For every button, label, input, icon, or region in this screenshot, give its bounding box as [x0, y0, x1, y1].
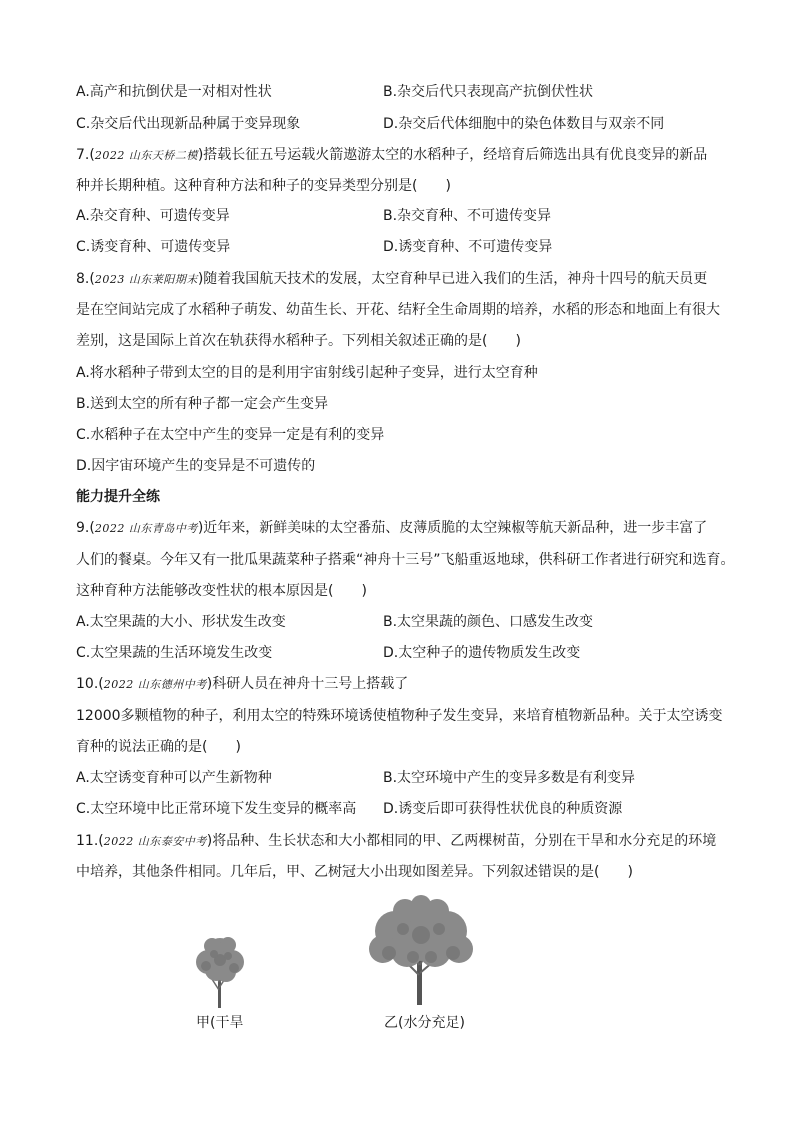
q9-stem-line-2: 人们的餐桌。今年又有一批瓜果蔬菜种子搭乘“神舟十三号”飞船重返地球，供科研工作者进行研究和选育。 [76, 552, 735, 568]
q7-option-b: B.杂交育种、不可遗传变异 [383, 208, 552, 224]
q9-stem-text: )近年来，新鲜美味的太空番茄、皮薄质脆的太空辣椒等航天新品种，进一步丰富了 [197, 520, 708, 536]
q10-stem-text: )科研人员在神舟十三号上搭载了 [206, 676, 409, 692]
q10-option-b: B.太空环境中产生的变异多数是有利变异 [383, 770, 636, 786]
q6-option-d: D.杂交后代体细胞中的染色体数目与双亲不同 [383, 116, 665, 132]
q10-option-a: A.太空诱变育种可以产生新物种 [76, 770, 272, 786]
q11-stem-text: )将品种、生长状态和大小都相同的甲、乙两棵树苗，分别在干旱和水分充足的环境 [206, 833, 717, 849]
q11-stem-line-2: 中培养，其他条件相同。几年后，甲、乙树冠大小出现如图差异。下列叙述错误的是( ) [76, 864, 633, 880]
q10-source: 2022 山东德州中考 [103, 678, 207, 691]
q8-stem-text: )随着我国航天技术的发展，太空育种早已进入我们的生活，神舟十四号的航天员更 [197, 271, 708, 287]
q6-option-a: A.高产和抗倒伏是一对相对性状 [76, 84, 272, 100]
figure-caption-tree-b: 乙(水分充足) [384, 1015, 465, 1031]
figure-caption-tree-a: 甲(干旱 [196, 1015, 244, 1031]
q6-option-b: B.杂交后代只表现高产抗倒伏性状 [383, 84, 594, 100]
q8-option-d: D.因宇宙环境产生的变异是不可遗传的 [76, 458, 316, 474]
q7-option-d: D.诱变育种、不可遗传变异 [383, 239, 553, 255]
q10-stem-line-2: 12000多颗植物的种子，利用太空的特殊环境诱使植物种子发生变异，来培育植物新品种。关于太空诱变 [76, 708, 723, 724]
q9-option-b: B.太空果蔬的颜色、口感发生改变 [383, 614, 594, 630]
q9-source: 2022 山东青岛中考 [94, 522, 198, 535]
q8-source: 2023 山东莱阳期末 [94, 273, 198, 286]
q10-option-d: D.诱变后即可获得性状优良的种质资源 [383, 801, 623, 817]
q8-option-b: B.送到太空的所有种子都一定会产生变异 [76, 396, 329, 412]
q10-option-c: C.太空环境中比正常环境下发生变异的概率高 [76, 801, 357, 817]
q10-stem-line-1 [76, 674, 408, 695]
q10-stem-line-3: 育种的说法正确的是( ) [76, 739, 241, 755]
q8-option-c: C.水稻种子在太空中产生的变异一定是有利的变异 [76, 427, 385, 443]
q9-option-a: A.太空果蔬的大小、形状发生改变 [76, 614, 286, 630]
q9-option-c: C.太空果蔬的生活环境发生改变 [76, 645, 273, 661]
q8-stem-line-3: 差别，这是国际上首次在轨获得水稻种子。下列相关叙述正确的是( ) [76, 333, 521, 349]
q7-stem-line-2: 种并长期种植。这种育种方法和种子的变异类型分别是( ) [76, 178, 451, 194]
q11-stem-line-1 [76, 831, 716, 852]
q7-source: 2022 山东天桥二模 [94, 149, 198, 162]
q7-option-a: A.杂交育种、可遗传变异 [76, 208, 230, 224]
q9-number: 9.( [76, 520, 95, 536]
q7-stem-text: )搭载长征五号运载火箭遨游太空的水稻种子，经培育后筛选出具有优良变异的新品 [197, 147, 708, 163]
q11-number: 11.( [76, 833, 104, 849]
q8-number: 8.( [76, 271, 95, 287]
q9-stem-line-3: 这种育种方法能够改变性状的根本原因是( ) [76, 583, 367, 599]
q11-source: 2022 山东泰安中考 [103, 835, 207, 848]
q6-option-c: C.杂交后代出现新品种属于变异现象 [76, 116, 301, 132]
q9-stem-line-1 [76, 518, 707, 539]
q7-stem-line-1 [76, 145, 707, 166]
q8-stem-line-2: 是在空间站完成了水稻种子萌发、幼苗生长、开花、结籽全生命周期的培养，水稻的形态和地面上有很大 [76, 302, 720, 318]
q8-option-a: A.将水稻种子带到太空的目的是利用宇宙射线引起种子变异，进行太空育种 [76, 365, 538, 381]
q9-option-d: D.太空种子的遗传物质发生改变 [383, 645, 581, 661]
q10-number: 10.( [76, 676, 104, 692]
q8-stem-line-1 [76, 269, 707, 290]
section-title: 能力提升全练 [76, 489, 160, 505]
q7-option-c: C.诱变育种、可遗传变异 [76, 239, 231, 255]
tree-b-large-image [365, 895, 477, 1007]
tree-a-small-image [190, 930, 250, 1010]
q7-number: 7.( [76, 147, 95, 163]
